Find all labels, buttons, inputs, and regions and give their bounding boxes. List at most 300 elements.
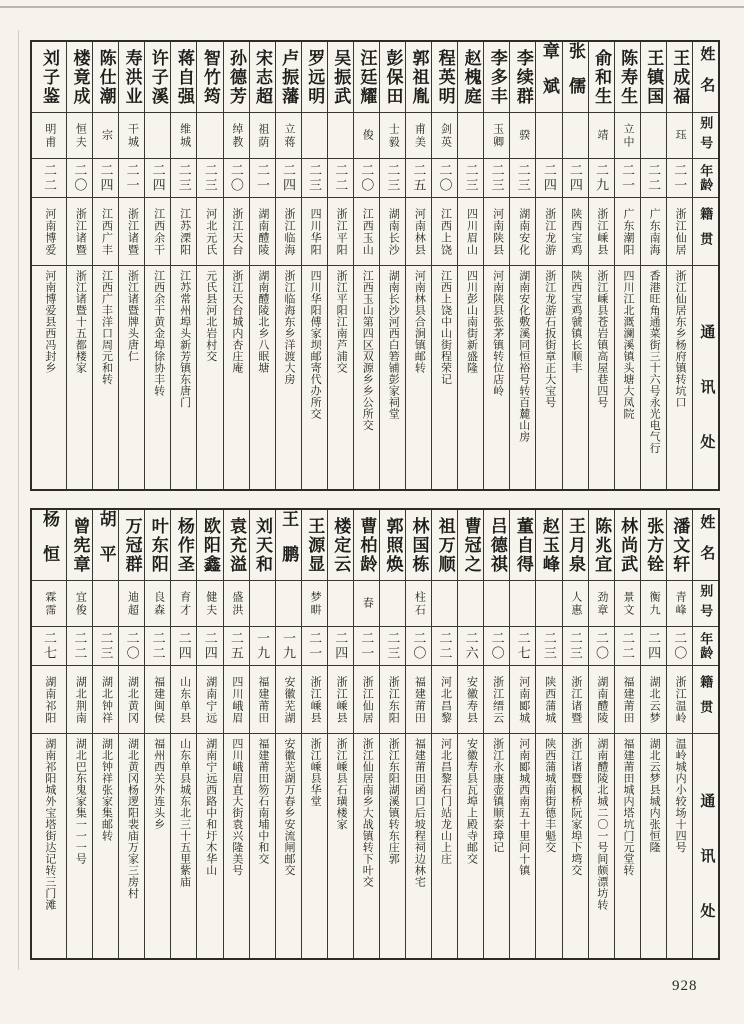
person-age-text: 二五 [411,163,427,193]
person-native-place-text: 河南郾城 [517,675,530,724]
person-address [119,733,144,958]
person-age [536,158,561,197]
person-address-text: 河北昌黎石门站龙山上庄 [439,738,452,865]
person-address [589,265,614,489]
person-address-text: 湖南醴陵北乡八眠塘 [256,270,269,374]
person-alias-text: 绰教 [230,122,243,149]
person-age [171,626,196,665]
person-age [510,158,535,197]
person-native-place-text: 福建莆田 [413,675,426,724]
person-age-text: 二三 [385,631,401,661]
person-age-text: 二四 [281,163,297,193]
person-name [432,510,457,580]
person-alias [536,112,561,158]
person-age [615,158,640,197]
header-age-text: 年龄 [698,632,714,660]
person-age-text: 二〇 [124,631,140,661]
person-address-text: 四川彭山南街新盛隆 [465,270,478,374]
person-column [509,42,535,489]
person-address-text: 湖北黄冈杨逻阳裴庙万家三房村 [126,738,139,899]
person-name-text: 杨作圣 [174,516,194,574]
person-address [197,733,222,958]
person-age [667,626,692,665]
person-alias-text: 梦畊 [309,590,322,617]
person-alias-text: 春 [361,597,374,610]
person-alias [145,580,170,626]
person-column [301,510,327,958]
person-address [484,733,509,958]
person-name-text: 王源显 [305,516,325,574]
person-name-text: 陈寿生 [618,48,638,106]
person-native-place-text: 湖北云梦 [648,675,661,724]
person-native-place-text: 浙江诸暨 [74,207,87,256]
person-native-place [67,197,92,265]
person-column [562,510,588,958]
person-address [641,265,666,489]
person-age [484,158,509,197]
person-address [302,265,327,489]
person-name-text: 曹冠之 [461,516,481,574]
person-native-place [32,665,66,733]
person-address-text: 元氏县河北岩村交 [204,270,217,362]
person-address-text: 浙江天台城内杏庄庵 [230,270,243,374]
person-alias-text: 柱石 [413,590,426,617]
person-name-text: 彭保田 [383,48,403,106]
person-age-text: 二四 [176,631,192,661]
person-address-text: 江西玉山第四区双源乡乡公所交 [361,270,374,431]
person-age [458,158,483,197]
person-native-place [250,197,275,265]
header-column [692,42,718,489]
person-native-place [432,665,457,733]
person-address [432,733,457,958]
header-address-text: 通讯处 [698,324,715,489]
person-name-text: 万冠群 [122,516,142,574]
person-native-place-text: 湖北钟祥 [100,675,113,724]
person-age-text: 二二 [150,631,166,661]
person-address-text: 四川峨眉直大街袁兴隆美号 [230,738,243,876]
person-native-place [380,665,405,733]
person-name-text: 郭祖胤 [409,48,429,106]
person-age-text: 二三 [98,631,114,661]
person-alias-text: 霖霈 [43,590,56,617]
person-native-place [93,197,118,265]
person-address [276,265,301,489]
person-address [119,265,144,489]
person-native-place [563,197,588,265]
person-column [144,42,170,489]
person-column [509,510,535,958]
person-age [432,158,457,197]
person-age [354,158,379,197]
person-address-text: 湖南宁远西路中和圩木华山 [204,738,217,876]
person-address-text: 湖北巴东鬼家集一一一号 [74,738,87,865]
person-alias [380,112,405,158]
person-alias-text: 育才 [178,590,191,617]
person-address-text: 河南陕县张茅镇转位店岭 [491,270,504,397]
person-column [196,510,222,958]
person-address-text: 福州西关外连头乡 [152,738,165,830]
person-column [66,510,92,958]
person-alias [510,580,535,626]
person-age-text: 二二 [437,631,453,661]
person-address-text: 浙江诸暨枫桥阮家埠下塆交 [569,738,582,876]
person-column [405,42,431,489]
person-address [510,733,535,958]
person-address [250,265,275,489]
person-name [615,42,640,112]
person-age [224,158,249,197]
person-column [327,510,353,958]
person-alias [563,580,588,626]
person-name-text: 曹柏龄 [357,516,377,574]
person-age [536,626,561,665]
person-native-place-text: 湖南醴陵 [256,207,269,256]
person-age [667,158,692,197]
person-address-text: 江苏常州埠头新芳镇东唐门 [178,270,191,408]
person-name [589,42,614,112]
person-name [589,510,614,580]
person-name-text: 林国栋 [409,516,429,574]
person-native-place [328,197,353,265]
person-native-place-text: 浙江临海 [282,207,295,256]
person-name-text: 潘文轩 [670,516,690,574]
person-alias [641,580,666,626]
person-native-place [510,665,535,733]
person-age-text: 二七 [41,631,57,661]
person-alias [354,112,379,158]
person-age [171,158,196,197]
person-address-text: 河南博爱县西冯封乡 [43,270,56,374]
person-age [380,158,405,197]
header-native-place [693,197,718,265]
person-alias [563,112,588,158]
person-column [32,42,66,489]
person-alias [536,580,561,626]
person-alias-text: 景文 [622,590,634,617]
person-alias [67,112,92,158]
person-alias [224,580,249,626]
person-address [641,733,666,958]
person-native-place-text: 江西余干 [152,207,165,256]
person-native-place [589,197,614,265]
person-address-text: 安徽芜湖万春乡安流闸邮交 [282,738,295,876]
person-alias [432,112,457,158]
person-alias [589,112,614,158]
person-column [457,510,483,958]
person-column [614,510,640,958]
person-alias-text: 靖 [595,129,608,142]
person-native-place [276,665,301,733]
person-name-text: 蒋自强 [174,48,194,106]
person-native-place-text: 河南陕县 [491,207,504,256]
person-alias-text: 珏 [674,129,687,142]
person-name [458,42,483,112]
person-alias-text: 青峰 [674,590,687,617]
person-native-place [563,665,588,733]
person-name [119,510,144,580]
person-name [224,42,249,112]
person-native-place-text: 江苏溧阳 [178,207,191,256]
person-address-text: 浙江龙游石扳街章正大宝号 [543,270,556,408]
person-age-text: 二四 [646,631,662,661]
person-native-place-text: 广东南海 [648,207,661,256]
person-native-place-text: 河北元氏 [204,207,217,256]
person-age [458,626,483,665]
person-name [224,510,249,580]
person-address [406,733,431,958]
person-native-place [406,197,431,265]
person-name-text: 王月泉 [565,516,585,574]
person-name-text: 刘天和 [253,516,273,574]
header-native-place-text: 籍贯 [698,674,714,725]
header-name-text: 姓名 [698,46,715,108]
person-age [563,626,588,665]
person-native-place-text: 湖南长沙 [387,207,400,256]
person-address-text: 四川华阳傅家坝邮寄代办所交 [309,270,322,420]
person-age [589,626,614,665]
person-age [197,158,222,197]
person-age-text: 二三 [541,631,557,661]
person-alias [276,112,301,158]
person-alias [93,112,118,158]
person-name-text: 张儒 [565,42,585,112]
person-name-text: 赵槐庭 [461,48,481,106]
person-age [328,626,353,665]
person-native-place [328,665,353,733]
person-address-text: 江西上饶中山街程荣记 [439,270,452,385]
person-alias [197,112,222,158]
person-alias [432,580,457,626]
person-address-text: 四川江北溉澜溪镇头塘大凤院 [622,270,634,420]
person-age-text: 二一 [620,163,636,193]
person-column [32,510,66,958]
person-age [641,626,666,665]
person-age [67,158,92,197]
person-column [431,510,457,958]
person-name-text: 王鹏 [279,510,299,580]
person-address-text: 浙江东阳湖溪镇转东庄郭 [387,738,400,865]
person-age [328,158,353,197]
person-native-place-text: 湖南安化 [517,207,530,256]
person-age-text: 二九 [593,163,609,193]
person-native-place-text: 四川峨眉 [230,675,243,724]
person-address [615,265,640,489]
person-age-text: 一九 [281,631,297,661]
person-column [170,42,196,489]
header-alias [693,580,718,626]
person-alias-text: 人惠 [569,590,582,617]
person-age-text: 二〇 [672,631,688,661]
person-age-text: 二一 [307,631,323,661]
person-column [170,510,196,958]
person-age-text: 二一 [124,163,140,193]
header-age [693,626,718,665]
header-age-text: 年龄 [698,164,714,192]
person-native-place [615,197,640,265]
person-alias [458,112,483,158]
person-age-text: 二〇 [489,631,505,661]
person-alias-text: 干城 [126,122,139,149]
person-name-text: 智竹筠 [200,48,220,106]
person-name-text: 叶东阳 [148,516,168,574]
header-age [693,158,718,197]
person-name-text: 祖万顺 [435,516,455,574]
person-native-place [32,197,66,265]
person-alias [589,580,614,626]
person-name [458,510,483,580]
person-address [667,265,692,489]
person-age-text: 二四 [98,163,114,193]
person-age [563,158,588,197]
person-name-text: 章斌 [539,42,559,112]
person-address [354,265,379,489]
person-native-place [224,665,249,733]
person-alias-text: 剑英 [439,122,452,149]
person-alias [32,580,66,626]
person-alias [67,580,92,626]
person-age-text: 二四 [541,163,557,193]
header-address [693,733,718,958]
person-native-place-text: 湖南醴陵 [595,675,608,724]
person-native-place-text: 湖南祁阳 [43,675,56,724]
person-column [666,510,692,958]
person-name-text: 楼定云 [331,516,351,574]
person-alias [354,580,379,626]
person-native-place [119,197,144,265]
person-address [589,733,614,958]
person-name [484,42,509,112]
person-age-text: 二七 [515,631,531,661]
person-alias [641,112,666,158]
person-address [32,265,66,489]
person-age [302,158,327,197]
person-native-place-text: 江西广丰 [100,207,113,256]
person-column [483,42,509,489]
person-native-place-text: 浙江嵊县 [309,675,322,724]
person-alias [667,112,692,158]
person-native-place-text: 浙江温岭 [674,675,687,724]
person-address [354,733,379,958]
person-native-place [510,197,535,265]
person-native-place-text: 广东潮阳 [622,207,634,256]
person-column [431,42,457,489]
person-age-text: 二二 [646,163,662,193]
person-alias [197,580,222,626]
person-column [327,42,353,489]
person-address-text: 福建莆田函口后坡程祠边林宅 [413,738,426,888]
person-column [640,510,666,958]
person-alias-text: 维城 [178,122,191,149]
person-address-text: 山东单县城东北三十五里紫庙 [178,738,191,888]
person-alias [250,112,275,158]
person-age [354,626,379,665]
person-name [380,510,405,580]
person-address-text: 陕西蒲城南街德丰魁交 [543,738,556,853]
person-native-place-text: 江西上饶 [439,207,452,256]
person-alias [406,112,431,158]
person-native-place-text: 浙江诸暨 [126,207,139,256]
person-native-place [171,197,196,265]
person-column [144,510,170,958]
person-column [379,510,405,958]
person-name [510,42,535,112]
person-address-text: 浙江平阳江南芦浦交 [335,270,348,374]
person-age [250,626,275,665]
person-age-text: 二三 [202,163,218,193]
person-native-place [276,197,301,265]
person-name-text: 李续群 [513,48,533,106]
person-age-text: 二一 [359,631,375,661]
person-native-place [536,197,561,265]
person-name [302,510,327,580]
person-age-text: 二三 [176,163,192,193]
person-name [641,42,666,112]
person-alias-text: 明甫 [43,122,56,149]
scan-edge-artifact [18,30,19,970]
person-address [276,733,301,958]
person-name [119,42,144,112]
person-name-text: 宋志超 [253,48,273,106]
person-name [563,510,588,580]
person-alias-text: 恒夫 [74,122,87,149]
person-native-place-text: 浙江嵊县 [595,207,608,256]
person-name [432,42,457,112]
person-column [614,42,640,489]
person-address-text: 香港旺角通菜街三十六号永光电气行 [648,270,661,454]
person-age [432,626,457,665]
person-name [667,42,692,112]
person-native-place [432,197,457,265]
person-name-text: 吴振武 [331,48,351,106]
person-name [354,510,379,580]
person-column [588,510,614,958]
person-age [197,626,222,665]
person-name [67,510,92,580]
header-alias [693,112,718,158]
person-name [510,510,535,580]
person-address-text: 浙江嵊县石璜楼家 [335,738,348,830]
person-column [275,510,301,958]
person-native-place-text: 四川眉山 [465,207,478,256]
person-name-text: 郭照焕 [383,516,403,574]
person-native-place-text: 河南博爱 [43,207,56,256]
person-name [328,42,353,112]
person-name-text: 李多丰 [487,48,507,106]
person-name-text: 胡平 [96,510,116,580]
person-age [302,626,327,665]
person-alias [302,112,327,158]
person-native-place [641,197,666,265]
person-name-text: 欧阳鑫 [200,516,220,574]
person-address-text: 河南郾城西南五十里问十镇 [517,738,530,876]
person-address-text: 福建莆田笏石南埔中和交 [256,738,269,865]
person-alias [119,112,144,158]
person-address-text: 湖南长沙河西白箬铺彭家祠堂 [387,270,400,420]
person-native-place-text: 四川华阳 [309,207,322,256]
person-address [458,733,483,958]
person-native-place [354,665,379,733]
person-age [93,158,118,197]
person-native-place [380,197,405,265]
person-alias [250,580,275,626]
person-name [276,510,301,580]
person-age-text: 二〇 [411,631,427,661]
person-native-place-text: 福建闽侯 [152,675,165,724]
person-native-place-text: 陕西蒲城 [543,675,556,724]
person-native-place-text: 安徽寿县 [465,675,478,724]
person-name-text: 陈仕潮 [96,48,116,106]
